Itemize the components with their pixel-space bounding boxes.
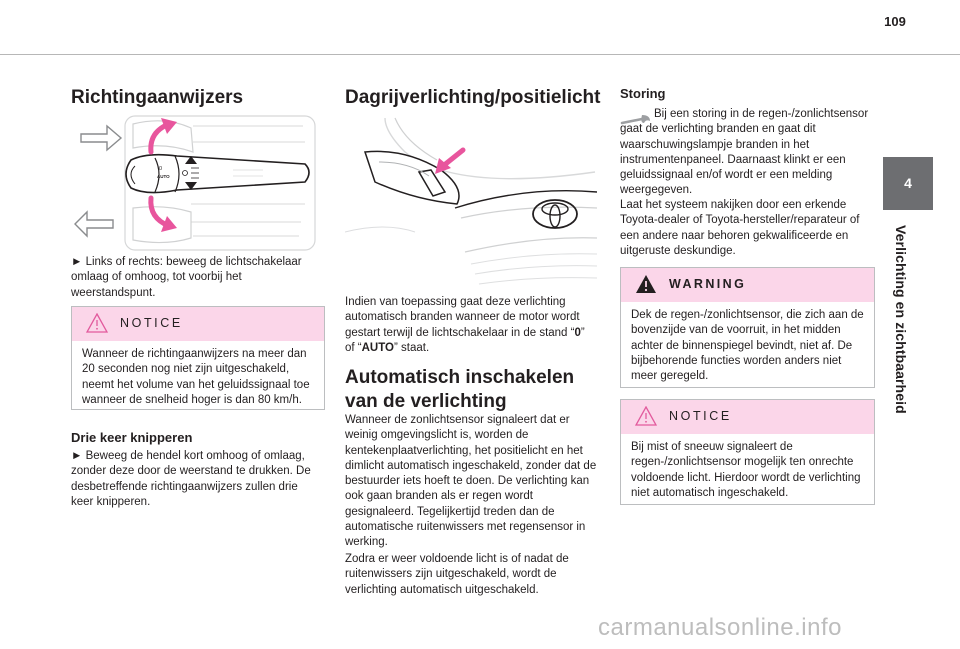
section-title-richtingaanwijzers: Richtingaanwijzers [71, 87, 244, 108]
dagrij-text-part1: Indien van toepassing gaat deze verlichting automatisch branden wanneer de motor wordt gestart terwijl de lichtschakelaar in de stand “ [345, 296, 580, 339]
dagrij-text-part2: ” of “ [345, 326, 585, 354]
dagrij-text [345, 295, 597, 356]
notice-header-1 [72, 307, 324, 341]
drie-keer-text: ► Beweeg de hendel kort omhoog of omlaag, zonder deze door de weerstand te drukken. De desbetreffende richtingaanwijzers zullen drie keer knipperen. [71, 450, 311, 508]
warning-header [621, 268, 874, 302]
subsection-drie-keer: Drie keer knipperen [71, 430, 193, 445]
automatisch-text-1: Wanneer de zonlichtsensor signaleert dat er weinig omgevingslicht is, worden de kentekenplaatverlichting, het positielicht en het dimlicht automatisch ingeschakeld, zonder dat de bestuurder iets hoeft te doen. De verlichting kan ook gaan branden als er regen wordt gesignaleerd. Tegelijkertijd treden dan de automatische ruitenwissers met regensensor in werking. [345, 414, 597, 549]
dagrij-text-part3: ” staat. [394, 341, 430, 354]
section-title-automatisch: Automatisch inschakelen van de verlichting [345, 367, 575, 412]
warning-label: WARNING [669, 277, 747, 291]
chapter-tab[interactable]: 4 [883, 157, 933, 210]
richting-instruction: ► Links of rechts: beweeg de lichtschakelaar omlaag of omhoog, tot voorbij het weerstandspunt. [71, 256, 302, 299]
warning-box [620, 267, 875, 388]
stalk-label-auto: AUTO [157, 174, 170, 179]
watermark: carmanualsonline.info [598, 614, 842, 641]
notice-header-2 [621, 400, 874, 434]
warning-text: Dek de regen-/zonlichtsensor, die zich aan de bovenzijde van de voorruit, in het midden achter de binnenspiegel bevindt, niet af. De bijbehorende functies worden anders niet meer geregeld. [631, 309, 864, 383]
chapter-title-text: Verlichting en zichtbaarheid [893, 225, 909, 414]
left-outline-arrow-icon [75, 212, 113, 236]
pointer-arrow-icon [443, 150, 463, 166]
notice-box-2 [620, 399, 875, 505]
automatisch-text-2: Zodra er weer voldoende licht is of nadat de ruitenwissers zijn uitgeschakeld, wordt de verlichting automatisch uitgeschakeld. [345, 553, 569, 596]
dagrij-text-auto: AUTO [361, 341, 394, 354]
dagrij-text-zero: 0 [574, 326, 581, 339]
notice-text-1: Wanneer de richtingaanwijzers na meer dan 20 seconden nog niet zijn uitgeschakeld, neemt het volume van het geluidssignaal toe wanneer de snelheid hoger is dan 80 km/h. [82, 348, 310, 406]
storing-text-2: Laat het systeem nakijken door een erkende Toyota-dealer of Toyota-hersteller/reparateur of een andere naar behoren gekwalificeerde en uitgeruste deskundige. [620, 199, 860, 257]
storing-text-1: Bij een storing in de regen-/zonlichtsensor gaat de verlichting branden en gaat dit waarschuwingslampje branden in het instrumentenpaneel. Daarnaast klinkt er een geluidssignaal en/of wordt er een melding weergegeven. [620, 108, 869, 197]
subsection-storing: Storing [620, 86, 666, 101]
car-emblem-icon [533, 200, 577, 228]
header-divider [0, 54, 960, 55]
notice-label-2: NOTICE [669, 409, 732, 423]
stalk-label-zero: 0 [159, 166, 163, 172]
notice-triangle-icon [635, 406, 657, 426]
section-title-dagrijverlichting: Dagrijverlichting/positielicht [345, 87, 601, 108]
warning-triangle-icon [635, 274, 657, 294]
notice-box-1 [71, 306, 325, 410]
chapter-title [887, 225, 931, 414]
notice-triangle-icon [86, 313, 108, 333]
stalk-illustration [73, 112, 323, 252]
notice-text-2: Bij mist of sneeuw signaleert de regen-/zonlichtsensor mogelijk ten onrechte voldoende licht. Hierdoor wordt de verlichting niet automatisch ingeschakeld. [631, 441, 861, 499]
right-outline-arrow-icon [81, 126, 121, 150]
notice-label-1: NOTICE [120, 316, 183, 330]
car-front-illustration [345, 112, 597, 290]
page-number: 109 [884, 14, 906, 29]
